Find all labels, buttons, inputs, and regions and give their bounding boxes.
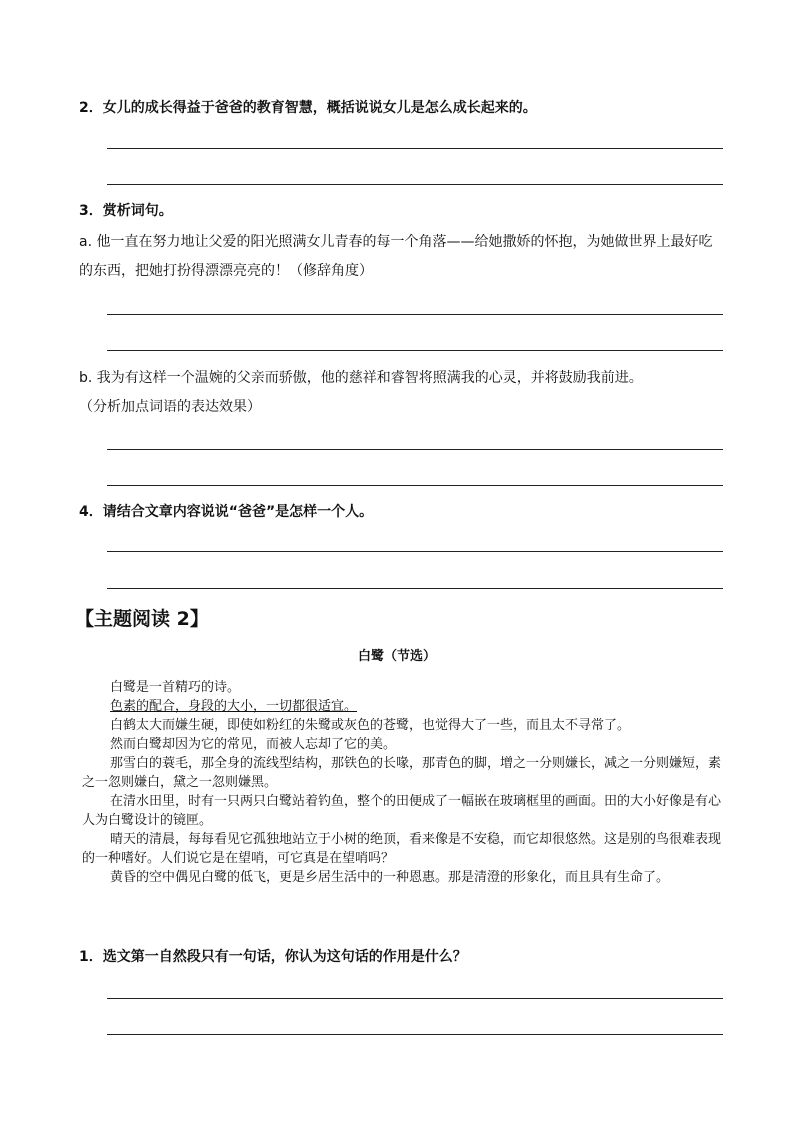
section-heading: 【主题阅读 2】 (75, 608, 209, 630)
passage-title: 白鹭（节选） (357, 649, 436, 664)
answer-line[interactable] (107, 1034, 723, 1035)
passage-body (82, 678, 724, 887)
answer-line[interactable] (107, 588, 723, 589)
question-2: 2．女儿的成长得益于爸爸的教育智慧，概括说说女儿是怎么成长起来的。 (79, 100, 537, 116)
passage-paragraph: 然而白鹭却因为它的常见，而被人忘却了它的美。 (110, 737, 397, 752)
answer-line[interactable] (107, 314, 723, 315)
passage-paragraph: 那雪白的蓑毛，那全身的流线型结构，那铁色的长喙，那青色的脚，增之一分则嫌长，减之一分则嫌短，素之一忽则嫌白，黛之一忽则嫌黑。 (82, 756, 722, 790)
answer-line[interactable] (107, 998, 723, 999)
question-1: 1．选文第一自然段只有一句话，你认为这句话的作用是什么？ (79, 949, 467, 965)
answer-line[interactable] (107, 184, 723, 185)
passage-paragraph: 白鹭是一首精巧的诗。 (110, 680, 241, 695)
answer-line[interactable] (107, 350, 723, 351)
question-3: 3．赏析词句。 (79, 203, 173, 219)
answer-line[interactable] (107, 148, 723, 149)
answer-line[interactable] (107, 485, 723, 486)
question-3b-hint: （分析加点词语的表达效果） (79, 399, 261, 415)
answer-line[interactable] (107, 449, 723, 450)
passage-paragraph: 黄昏的空中偶见白鹭的低飞，更是乡居生活中的一种恩惠。那是清澄的形象化，而且具有生命了。 (110, 870, 670, 885)
question-4: 4．请结合文章内容说说“爸爸”是怎样一个人。 (79, 504, 374, 520)
passage-paragraph: 晴天的清晨，每每看见它孤独地站立于小树的绝顶，看来像是不安稳，而它却很悠然。这是别的鸟很难表现的一种嗜好。人们说它是在望哨，可它真是在望哨吗？ (82, 832, 722, 866)
answer-line[interactable] (107, 551, 723, 552)
question-3a: a. 他一直在努力地让父爱的阳光照满女儿青春的每一个角落——给她撒娇的怀抱，为她做世界上最好吃的东西，把她打扮得漂漂亮亮的！（修辞角度） (79, 234, 713, 279)
question-3b: b. 我为有这样一个温婉的父亲而骄傲，他的慈祥和睿智将照满我的心灵，并将鼓励我前进。 (79, 370, 643, 386)
passage-paragraph: 白鹤太大而嫌生硬，即使如粉红的朱鹭或灰色的苍鹭，也觉得大了一些，而且太不寻常了。 (110, 718, 631, 733)
passage-paragraph-underlined: 色素的配合，身段的大小，一切都很适宜。 (110, 699, 358, 714)
passage-paragraph: 在清水田里，时有一只两只白鹭站着钓鱼，整个的田便成了一幅嵌在玻璃框里的画面。田的大小好像是有心人为白鹭设计的镜匣。 (82, 794, 722, 828)
